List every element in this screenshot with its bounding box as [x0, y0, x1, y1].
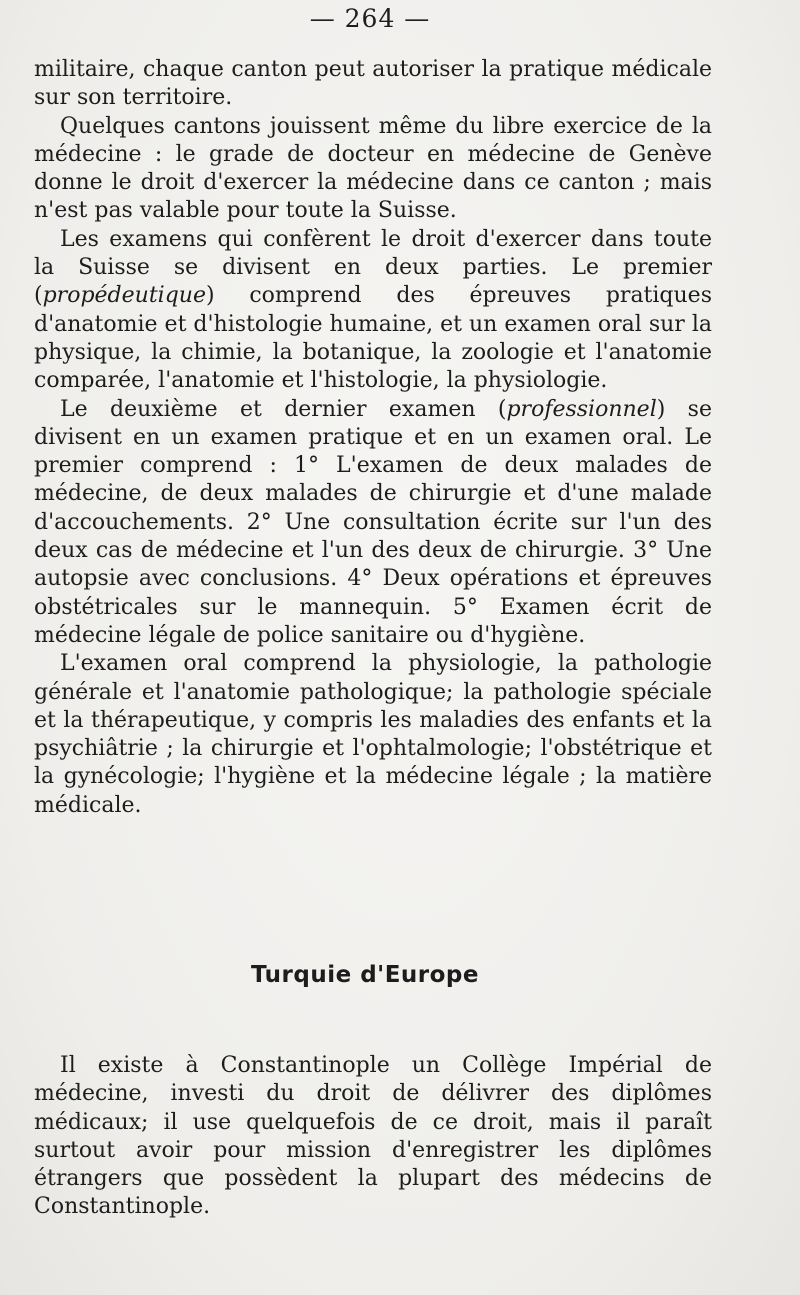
paragraph-4-start: Le deuxième et dernier examen ( [60, 396, 507, 422]
paragraph-5: L'examen oral comprend la physiologie, la pathologie générale et l'anatomie pathologique; la pathologie spéciale et la thérapeutique, y compris les maladies des enfants et la psychiâtrie ; la chirurgie et l'ophtalmologie; l'obstétrique et la gynécologie; l'hygiène et la médecine légale ; la matière médicale. [34, 651, 712, 818]
body-text [34, 56, 712, 820]
section-title: Turquie d'Europe [250, 962, 479, 988]
section-text [34, 1052, 712, 1222]
paragraph-3-emphasis: propédeutique [42, 283, 206, 309]
paragraph-1: militaire, chaque canton peut autoriser la pratique médicale sur son territoire. [34, 57, 712, 111]
paragraph-4 [34, 396, 712, 651]
paragraph-3-start: Les examens qui confèrent le droit d'exercer dans toute la Suisse se divisent en deux parties. Le premier ( [34, 226, 712, 309]
paragraph-3-end: ) comprend des épreuves pratiques d'anatomie et d'histologie humaine, et un examen oral sur la physique, la chimie, la botanique, la zoologie et l'anatomie comparée, l'anatomie et l'histologie, la physiologie. [34, 283, 712, 394]
section-paragraph: Il existe à Constantinople un Collège Impérial de médecine, investi du droit de délivrer des diplômes médicaux; il use quelquefois de ce droit, mais il paraît surtout avoir pour mission d'enregistrer les diplômes étrangers que possèdent la plupart des médecins de Constantinople. [34, 1053, 712, 1220]
page-number: — 264 — [309, 4, 431, 33]
paragraph-4-emphasis: professionnel [506, 396, 657, 422]
paragraph-3 [34, 226, 712, 396]
paragraph-2: Quelques cantons jouissent même du libre exercice de la médecine : le grade de docteur en médecine de Genève donne le droit d'exercer la médecine dans ce canton ; mais n'est pas valable pour toute la Suisse. [34, 113, 712, 224]
paragraph-4-end: ) se divisent en un examen pratique et en un examen oral. Le premier comprend : 1° L'examen de deux malades de médecine, de deux malades de chirurgie et d'une malade d'accouchements. 2° Une consultation écrite sur l'un des deux cas de médecine et l'un des deux de chirurgie. 3° Une autopsie avec conclusions. 4° Deux opérations et épreuves obstétricales sur le mannequin. 5° Examen écrit de médecine légale de police sanitaire ou d'hygiène. [34, 396, 712, 648]
